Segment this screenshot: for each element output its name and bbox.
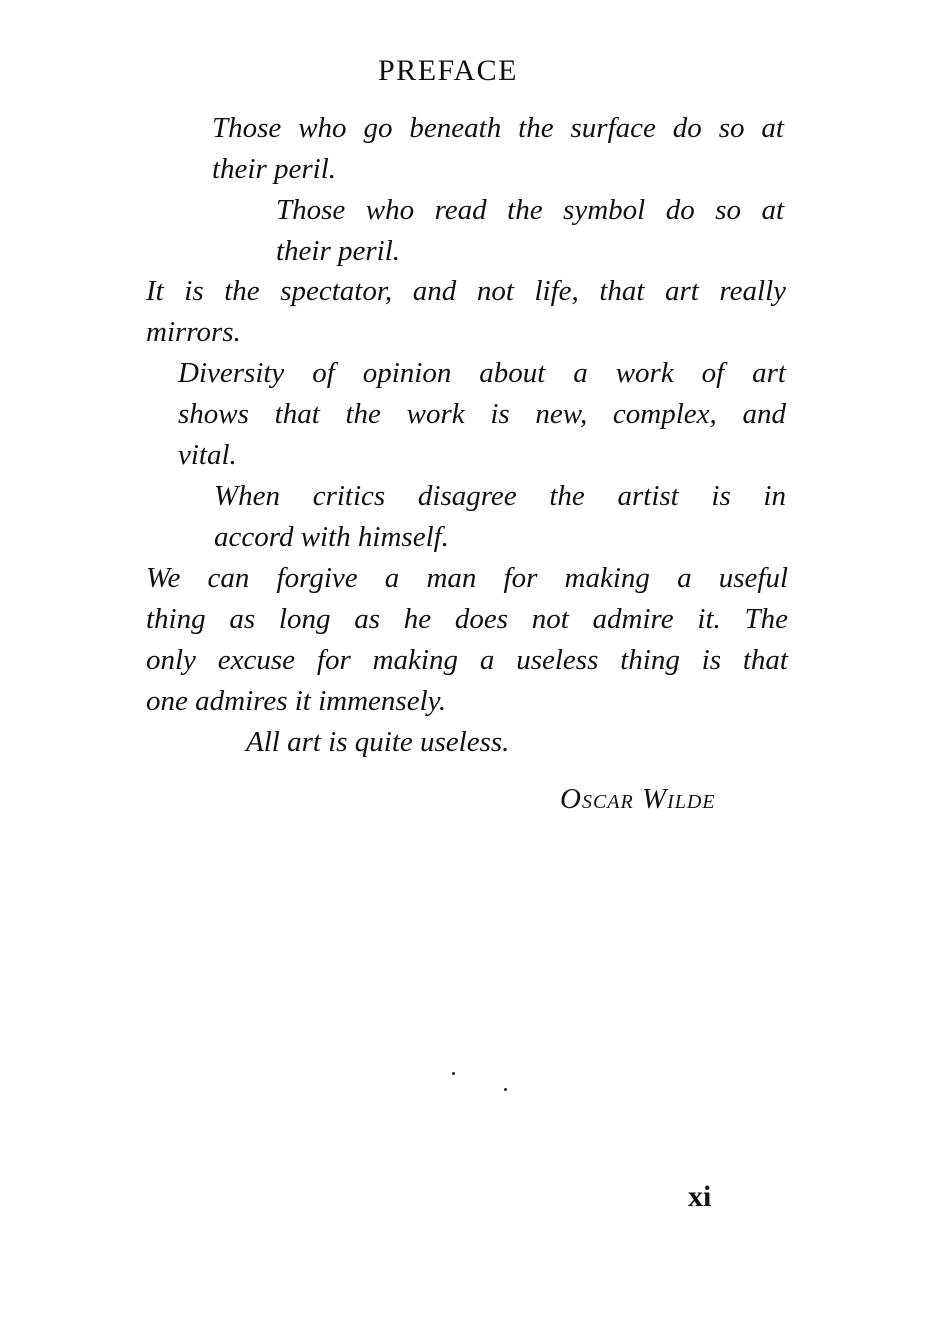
aphorism-useless [246,722,786,763]
aphorism-line: accord with himself. [214,521,449,553]
author-signature: Oscar Wilde [560,783,716,815]
aphorism-line: mirrors. [146,316,241,348]
aphorism-useful-thing [146,558,788,722]
print-speck [452,1072,455,1075]
aphorism-line: shows that the work is new, complex, and [178,398,786,430]
aphorism-line: thing as long as he does not admire it. The [146,603,788,635]
aphorism-line: Those who go beneath the surface do so at [212,112,784,144]
aphorism-line: We can forgive a man for making a useful [146,562,788,594]
aphorism-spectator [146,271,786,353]
aphorism-line: When critics disagree the artist is in [214,480,786,512]
aphorism-line: Diversity of opinion about a work of art [178,357,786,389]
aphorism-critics [214,476,786,558]
aphorism-line: only excuse for making a useless thing is that [146,644,788,676]
aphorism-line: All art is quite useless. [246,726,510,758]
aphorism-line: their peril. [212,153,337,185]
running-head: PREFACE [378,54,518,87]
aphorism-line: vital. [178,439,237,471]
aphorism-line: Those who read the symbol do so at [276,194,784,226]
print-speck [504,1088,507,1091]
aphorism-line: It is the spectator, and not life, that art really [146,275,786,307]
aphorism-diversity [178,353,786,476]
aphorism-surface [212,108,784,190]
aphorism-line: one admires it immensely. [146,685,447,717]
aphorism-symbol [276,190,784,272]
aphorism-line: their peril. [276,235,401,267]
page-number: xi [688,1180,712,1213]
